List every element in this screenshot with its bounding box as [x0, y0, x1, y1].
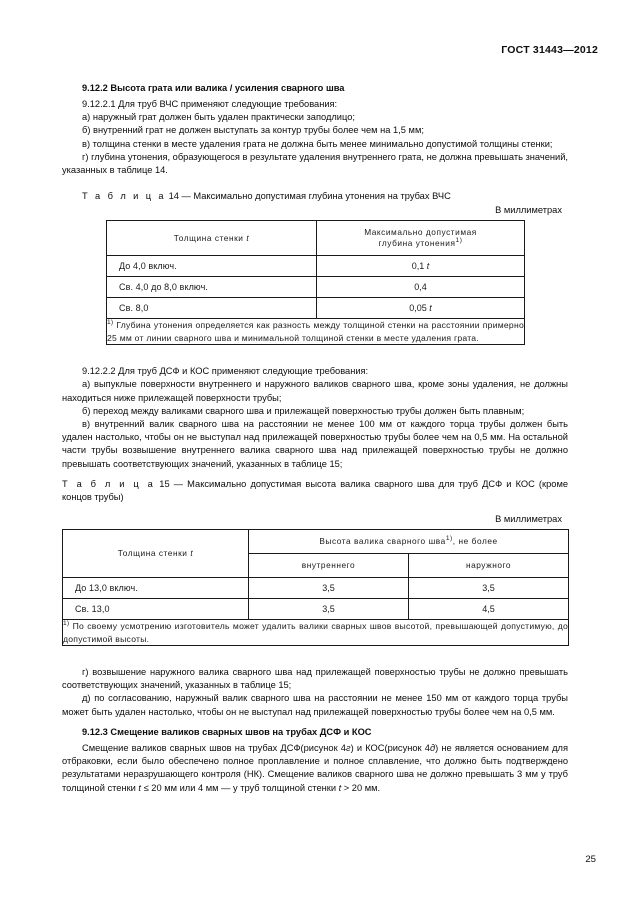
table-15: [62, 529, 569, 646]
table-row: [63, 578, 569, 599]
table-14-r3-value-text: 0,05: [409, 303, 430, 314]
table-15-caption-number: 15: [159, 478, 170, 489]
table-15-header-inner: внутреннего: [249, 554, 409, 578]
table-15-header-group: [249, 530, 569, 554]
page-number: 25: [585, 854, 596, 865]
table-15-r2-thickness: Св. 13,0: [63, 599, 249, 620]
para-9-12-3-part5: > 20 мм.: [341, 782, 381, 793]
table-15-caption-prefix: Т а б л и ц а: [62, 478, 156, 489]
table-14-header-depth: [317, 221, 525, 256]
table-row: [63, 599, 569, 620]
table-14-caption-number: 14: [168, 191, 179, 202]
table-14-header-depth-line1: Максимально допустимая: [364, 227, 477, 238]
table-15-header-group-text: Высота валика сварного шва: [319, 536, 446, 547]
table-15-footnote-cell: [63, 620, 569, 646]
table-15-header-outer: наружного: [409, 554, 569, 578]
para-9-12-2-2-intro: 9.12.2.2 Для труб ДСФ и КОС применяют следующие требования:: [82, 366, 369, 377]
table-14-caption: [62, 190, 568, 203]
table-15-caption: [62, 478, 568, 504]
table-14-caption-text: — Максимально допустимая глубина утонения на трубах ВЧС: [181, 191, 451, 202]
table-row: [107, 277, 525, 298]
table-14-header-row: [107, 221, 525, 256]
standard-header: ГОСТ 31443—2012: [501, 44, 598, 56]
table-15-footnote-mark: 1): [63, 620, 70, 628]
table-14-footnote-row: [107, 319, 525, 345]
table-14-r2-value: [317, 277, 525, 298]
para-9-12-2-2-item-b: б) переход между валиками сварного шва и прилежащей поверхностью трубы должен быть плавным;: [82, 405, 525, 416]
table-14-r2-value-text: 0,4: [414, 282, 427, 293]
para-9-12-2-1-item-v: в) толщина стенки в месте удаления грата не должна быть менее минимально допустимой толщины стенки;: [82, 138, 553, 149]
table-15-wrapper: [62, 529, 568, 646]
para-9-12-2-1-item-a: а) наружный грат должен быть удален практически заподлицо;: [82, 112, 355, 123]
table-15-caption-text: — Максимально допустимая высота валика сварного шва для труб ДСФ и КОС (кроме концов трубы): [62, 478, 569, 503]
table-14-r3-value: [317, 298, 525, 319]
para-9-12-3-body: [62, 742, 568, 795]
para-9-12-3-fig-ref-2: д: [429, 742, 436, 753]
table-row: [107, 256, 525, 277]
table-14-r1-value-text: 0,1: [411, 261, 427, 272]
table-14-r1-thickness: До 4,0 включ.: [107, 256, 317, 277]
para-9-12-2-1-intro: 9.12.2.1 Для труб ВЧС применяют следующие требования:: [82, 99, 338, 109]
table-14-header-depth-line2: глубина утонения: [378, 238, 456, 249]
table-14-r1-value: [317, 256, 525, 277]
table-14-footnote-mark: 1): [107, 319, 114, 327]
page-content: [62, 82, 568, 795]
para-9-12-3-var-1: t: [138, 782, 142, 793]
table-14-wrapper: [106, 220, 524, 345]
heading-9-12-3: 9.12.3 Смещение валиков сварных швов на трубах ДСФ и КОС: [82, 726, 372, 737]
table-15-footnote-row: [63, 620, 569, 646]
table-14-r3-thickness: Св. 8,0: [107, 298, 317, 319]
table-14-header-footnote-mark: 1): [455, 237, 463, 245]
table-15-r1-inner: 3,5: [249, 578, 409, 599]
table-15-r1-outer: 3,5: [409, 578, 569, 599]
table-14-caption-prefix: Т а б л и ц а: [82, 191, 166, 202]
table-14-header-thickness: [107, 221, 317, 256]
table-14-r3-value-var: t: [429, 303, 432, 314]
table-14-r1-value-var: t: [426, 261, 430, 272]
table-15-footnote-text: По своему усмотрению изготовитель может удалить валики сварных швов высотой, превышающей допустимую, до допустимой высоты.: [63, 621, 569, 644]
para-9-12-3-part3: ) не является основанием для отбраковки, если было обеспечено полное проплавление и полное сплавление, что должно быть подтверждено результатами неразрушающего контроля (НК). Смещение валиков сварного шва не должно превышать 3 мм у труб толщиной стенки: [62, 742, 569, 793]
table-row: [107, 298, 525, 319]
table-14-header-thickness-text: Толщина стенки: [173, 232, 244, 243]
para-9-12-3-part1: Смещение валиков сварных швов на трубах ДСФ(рисунок 4: [82, 742, 346, 753]
para-9-12-2-2-item-d: д) по согласованию, наружный валик сварного шва на расстоянии не менее 150 мм от каждого торца трубы может быть удален настолько, чтобы он не выступал над прилежащей поверхностью трубы более чем на 0,5 мм.: [62, 693, 568, 717]
table-14-units: В миллиметрах: [495, 205, 562, 216]
table-15-units: В миллиметрах: [495, 514, 562, 525]
table-15-header-group-footnote-mark: 1): [445, 535, 453, 543]
para-9-12-3-fig-ref-1: г: [345, 742, 351, 753]
para-9-12-3-var-2: t: [338, 782, 342, 793]
table-15-header-row-1: [63, 530, 569, 554]
para-9-12-2-2-item-v: в) внутренний валик сварного шва на расстоянии не менее 100 мм от каждого торца трубы должен быть удален настолько, чтобы он не выступал над прилежащей поверхностью трубы более чем на 0,5 мм. На остальной части трубы возвышение внутреннего валика сварного шва над прилежащей поверхностью трубы не должно превышать соответствующих значений, указанных в таблице 15;: [62, 419, 568, 469]
table-14-footnote-text: Глубина утонения определяется как разность между толщиной стенки на расстоянии примерно 25 мм от линии сварного шва и минимальной толщиной стенки в месте удаления грата.: [107, 320, 524, 343]
table-14-footnote-cell: [107, 319, 525, 345]
table-14-header-thickness-var: t: [246, 232, 250, 243]
table-15-r2-inner: 3,5: [249, 599, 409, 620]
table-15-header-thickness-text: Толщина стенки: [117, 548, 188, 559]
table-15-header-group-suffix: , не более: [452, 536, 498, 547]
para-9-12-3-part4: ≤ 20 мм или 4 мм — у труб толщиной стенки: [141, 782, 339, 793]
table-15-header-thickness-var: t: [190, 548, 194, 559]
table-15-r2-outer: 4,5: [409, 599, 569, 620]
para-9-12-2-1-item-b: б) внутренний грат не должен выступать за контур трубы более чем на 1,5 мм;: [82, 125, 424, 136]
para-9-12-2-2-item-g: г) возвышение наружного валика сварного шва над прилежащей поверхностью трубы не должно превышать соответствующих значений, указанных в таблице 15;: [62, 667, 568, 691]
para-9-12-2-1-item-g: г) глубина утонения, образующегося в результате удаления внутреннего грата, не должна превышать значений, указанных в таблице 14.: [62, 151, 568, 176]
table-15-r1-thickness: До 13,0 включ.: [63, 578, 249, 599]
para-9-12-3-part2: ) и КОС(рисунок 4: [350, 742, 430, 753]
table-14: [106, 220, 525, 345]
para-9-12-2-2-item-a: а) выпуклые поверхности внутреннего и наружного валиков сварного шва, кроме зоны удаления, не должны находиться ниже прилежащей поверхности трубы;: [62, 379, 568, 403]
table-14-r2-thickness: Св. 4,0 до 8,0 включ.: [107, 277, 317, 298]
heading-9-12-2: 9.12.2 Высота грата или валика / усиления сварного шва: [82, 83, 345, 93]
table-15-header-thickness: [63, 530, 249, 578]
